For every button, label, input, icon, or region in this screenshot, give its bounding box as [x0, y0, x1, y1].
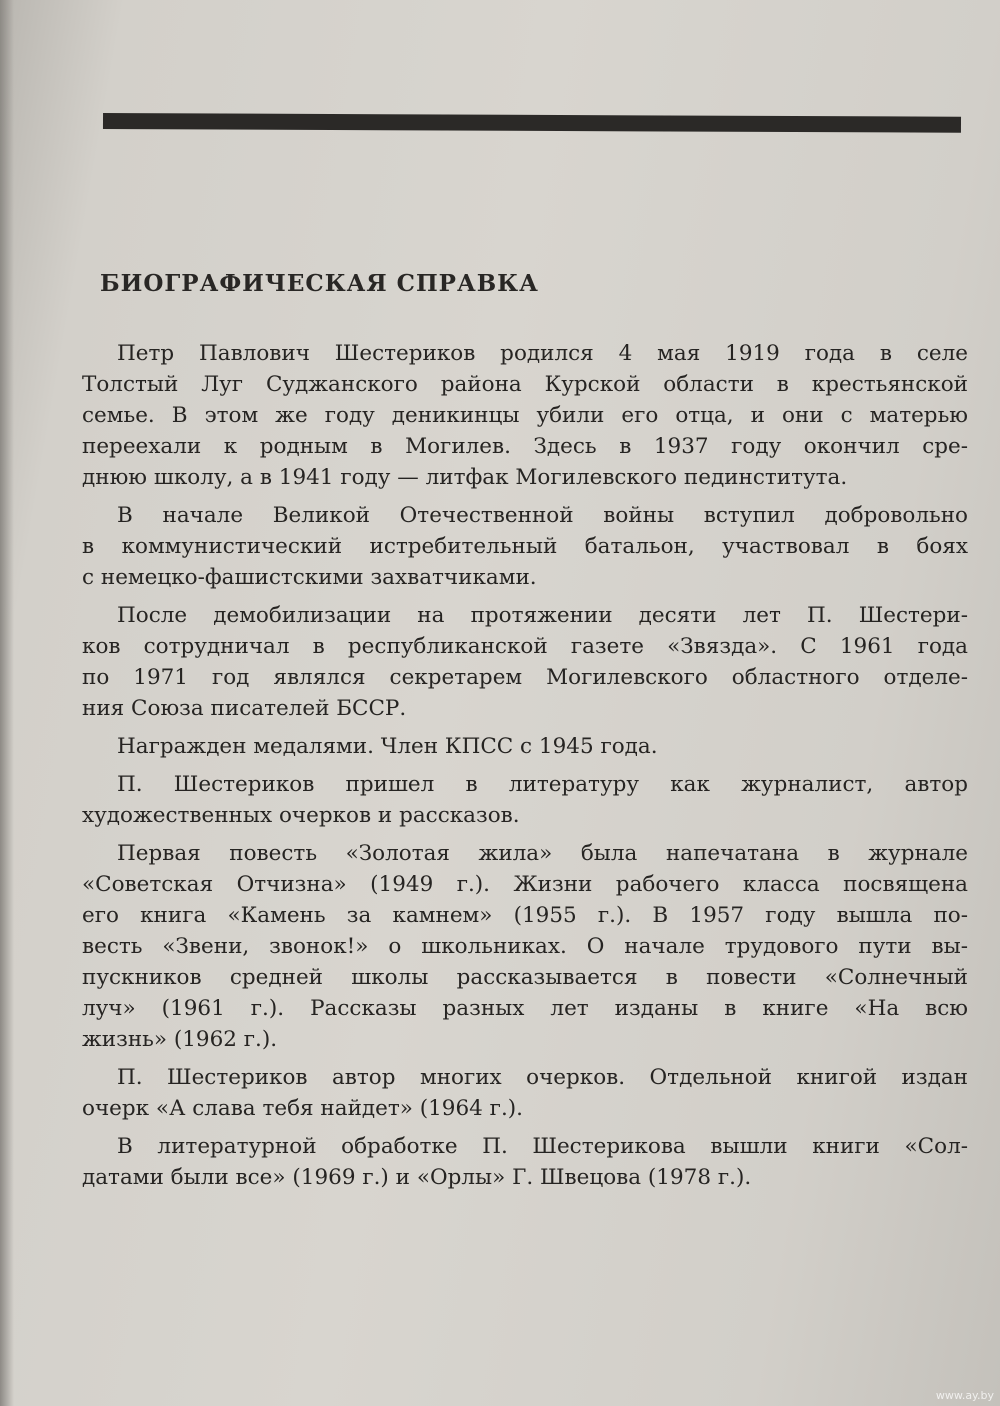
text-line: В литературной обработке П. Шестерикова вышли книги «Сол-	[117, 1134, 968, 1159]
text-line: жизнь» (1962 г.).	[82, 1027, 278, 1052]
text-line: луч» (1961 г.). Рассказы разных лет изданы в книге «На всю	[82, 996, 968, 1021]
paragraph-editing	[82, 1131, 968, 1193]
text-line: весть «Звени, звонок!» о школьниках. О начале трудового пути вы-	[82, 934, 968, 959]
paragraph-career	[82, 600, 968, 724]
watermark: www.ay.by	[935, 1389, 994, 1402]
text-line: П. Шестериков пришел в литературу как журналист, автор	[117, 772, 968, 797]
text-line: В начале Великой Отечественной войны вступил добровольно	[117, 503, 968, 528]
text-line: днюю школу, а в 1941 году — литфак Могилевского пединститута.	[82, 465, 848, 490]
text-line: его книга «Камень за камнем» (1955 г.). В 1957 году вышла по-	[82, 903, 968, 928]
paragraph-war	[82, 500, 968, 593]
text-line: художественных очерков и рассказов.	[82, 803, 520, 828]
text-line: пускников средней школы рассказывается в повести «Солнечный	[82, 965, 968, 990]
text-line: ков сотрудничал в республиканской газете «Звязда». С 1961 года	[82, 634, 968, 659]
header-rule	[103, 113, 961, 133]
paragraph-literature	[82, 769, 968, 831]
text-line: семье. В этом же году деникинцы убили его отца, и они с матерью	[82, 403, 968, 428]
text-line: датами были все» (1969 г.) и «Орлы» Г. Швецова (1978 г.).	[82, 1165, 752, 1190]
text-line: Толстый Луг Суджанского района Курской области в крестьянской	[82, 372, 968, 397]
paragraph-awards	[82, 731, 968, 762]
text-line: «Советская Отчизна» (1949 г.). Жизни рабочего класса посвящена	[82, 872, 968, 897]
text-line: Награжден медалями. Член КПСС с 1945 года.	[117, 734, 658, 759]
text-line: переехали к родным в Могилев. Здесь в 1937 году окончил сре-	[82, 434, 968, 459]
paragraph-essays	[82, 1062, 968, 1124]
text-line: очерк «А слава тебя найдет» (1964 г.).	[82, 1096, 524, 1121]
page-edge-shadow	[0, 0, 14, 1406]
paragraph-works	[82, 838, 968, 1055]
text-line: с немецко-фашистскими захватчиками.	[82, 565, 537, 590]
text-line: в коммунистический истребительный батальон, участвовал в боях	[82, 534, 968, 559]
text-line: После демобилизации на протяжении десяти лет П. Шестери-	[117, 603, 968, 628]
text-line: Первая повесть «Золотая жила» была напечатана в журнале	[117, 841, 968, 866]
page-title: БИОГРАФИЧЕСКАЯ СПРАВКА	[100, 270, 539, 297]
text-line: Петр Павлович Шестериков родился 4 мая 1919 года в селе	[117, 341, 968, 366]
body-text	[82, 338, 968, 1200]
text-line: по 1971 год являлся секретарем Могилевского областного отделе-	[82, 665, 968, 690]
text-line: ния Союза писателей БССР.	[82, 696, 407, 721]
paragraph-birth	[82, 338, 968, 493]
text-line: П. Шестериков автор многих очерков. Отдельной книгой издан	[117, 1065, 968, 1090]
